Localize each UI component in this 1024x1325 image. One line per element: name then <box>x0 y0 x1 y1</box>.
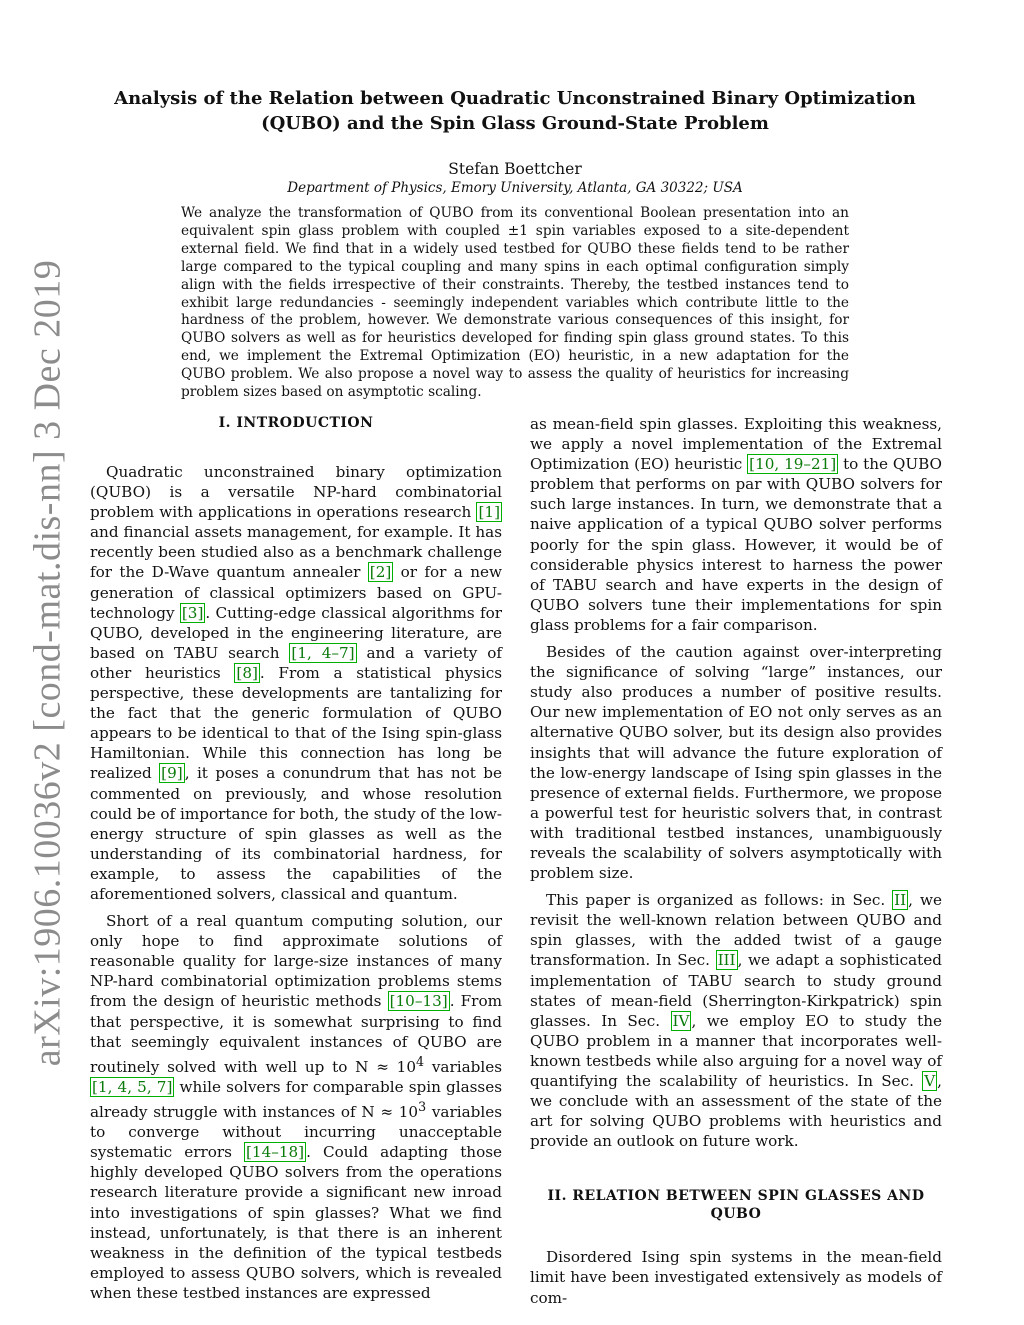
citation-link[interactable]: [9] <box>161 764 183 783</box>
arxiv-identifier-stamp <box>20 0 74 1325</box>
citation-link[interactable]: [1] <box>478 503 500 522</box>
citation-link[interactable]: [10, 19–21] <box>749 455 837 474</box>
citation-link[interactable]: [8] <box>236 663 258 682</box>
section-link[interactable]: II <box>894 891 907 910</box>
title-line-2: (QUBO) and the Spin Glass Ground-State Problem <box>261 113 769 134</box>
section-link[interactable]: IV <box>672 1011 690 1030</box>
paper-title <box>110 86 920 136</box>
citation-link[interactable]: [3] <box>181 603 204 622</box>
arxiv-identifier-text: arXiv:1906.10036v2 [cond-mat.dis-nn] 3 Dec 2019 <box>26 259 69 1066</box>
citation-link[interactable]: [10–13] <box>389 992 448 1011</box>
right-column <box>530 414 942 1308</box>
section-heading-introduction: I. INTRODUCTION <box>218 415 374 431</box>
intro-paragraph-1: Quadratic unconstrained binary optimization (QUBO) is a versatile NP-hard combinatorial problem with applications in operations research [1] and financial assets management, for example. It has recently been studied also as a benchmark challenge for the D-Wave quantum annealer [2] or for a new generation of classical optimizers based on GPU-technology [3] . Cutting-edge classical algorithms for QUBO, developed in the engineering literature, are based on TABU search [1, 4–7] and a variety of other heuristics [8] . From a statistical physics perspective, these developments are tantalizing for the fact that the generic formulation of QUBO appears to be identical to that of the Ising spin-glass Hamiltonian. While this connection has long be realized [9] , it poses a conundrum that has not be commented on previously, and whose resolution could be of importance for both, the study of the low-energy structure of spin glasses as well as the understanding of its combinatorial hardness, for example, to assess the capabilities of the aforementioned solvers, classical and quantum. <box>90 463 503 903</box>
section-heading-relation: II. RELATION BETWEEN SPIN GLASSES AND QUBO <box>547 1188 925 1223</box>
intro-paragraph-3: Besides of the caution against over-interpreting the significance of solving “large” instances, our study also produces a number of positive results. Our new implementation of EO not only serves as an alternative QUBO solver, but its design also provides insights that will advance the future exploration of the low-energy landscape of Ising spin glasses in the presence of external fields. Furthermore, we propose a powerful test for heuristic solvers that, in contrast with traditional testbed instances, unambiguously reveals the scalability of solvers asymptotically with problem size. <box>530 643 942 883</box>
citation-link[interactable]: [1, 4, 5, 7] <box>92 1077 173 1096</box>
author-affiliation: Department of Physics, Emory University, Atlanta, GA 30322; USA <box>287 180 743 196</box>
section-link[interactable]: V <box>924 1072 936 1090</box>
intro-paragraph-2-continued: as mean-field spin glasses. Exploiting this weakness, we apply a novel implementation of the Extremal Optimization (EO) heuristic [10, 19–21] to the QUBO problem that performs on par with QUBO solvers for such large instances. In turn, we demonstrate that a naive application of a typical QUBO solver performs poorly for the spin glass. However, it would be of considerable physics interest to harness the power of TABU search and have experts in the design of QUBO solvers tune their implementations for spin glass problems for a fair comparison. <box>530 415 943 634</box>
intro-paragraph-2: Short of a real quantum computing solution, our only hope to find approximate solutions of reasonable quality for large-size instances of many NP-hard combinatorial optimization problems stems from the design of heuristic methods [10–13] . From that perspective, it is somewhat surprising to find that seemingly equivalent instances of QUBO are routinely solved with well up to $N \approx 10^4$ variables [1, 4, 5, 7] while solvers for comparable spin glasses already struggle with instances of $N \approx 10^3$ variables to converge without incurring unacceptable systematic errors [14–18] . Could adapting those highly developed QUBO solvers from the operations research literature provide a significant new inroad into investigations of spin glasses? What we find instead, unfortunately, is that there is an inherent weakness in the definition of the typical testbeds employed to assess QUBO solvers, which is revealed when these testbed instances are expressed <box>90 912 503 1302</box>
paper-header <box>110 86 920 196</box>
abstract: We analyze the transformation of QUBO from its conventional Boolean presentation into an equivalent spin glass problem with coupled ±1 spin variables exposed to a site-dependent external field. We find that in a widely used testbed for QUBO these fields tend to be rather large compared to the typical coupling and many spins in each optimal configuration simply align with the fields irrespective of their constraints. Thereby, the testbed instances tend to exhibit large redundancies - seemingly independent variables which contribute little to the hardness of the problem, however. We demonstrate various consequences of this insight, for QUBO solvers as well as for heuristics developed for finding spin glass ground states. To this end, we implement the Extremal Optimization (EO) heuristic, in a new adaptation for the QUBO problem. We also propose a novel way to assess the quality of heuristics for increasing problem sizes based on asymptotic scaling. <box>181 205 849 401</box>
citation-link[interactable]: [1, 4–7] <box>291 643 355 662</box>
author-name: Stefan Boettcher <box>448 160 582 178</box>
left-column <box>90 414 502 1303</box>
section-link[interactable]: III <box>717 951 736 970</box>
citation-link[interactable]: [14–18] <box>245 1143 305 1162</box>
section2-paragraph-1: Disordered Ising spin systems in the mean-field limit have been investigated extensively as models of com- <box>530 1248 942 1307</box>
title-line-1: Analysis of the Relation between Quadratic Unconstrained Binary Optimization <box>114 88 916 109</box>
citation-link[interactable]: [2] <box>369 563 392 582</box>
intro-paragraph-4: This paper is organized as follows: in Sec. II , we revisit the well-known relation between QUBO and spin glasses, with the added twist of a gauge transformation. In Sec. III , we adapt a sophisticated implementation of TABU search to study ground states of mean-field (Sherrington-Kirkpatrick) spin glasses. In Sec. IV , we employ EO to study the QUBO problem in a manner that incorporates well-known testbeds while also arguing for a novel way of quantifying the scalability of heuristics. In Sec. V , we conclude with an assessment of the state of the art for solving QUBO problems with heuristics and provide an outlook on future work. <box>530 891 942 1151</box>
